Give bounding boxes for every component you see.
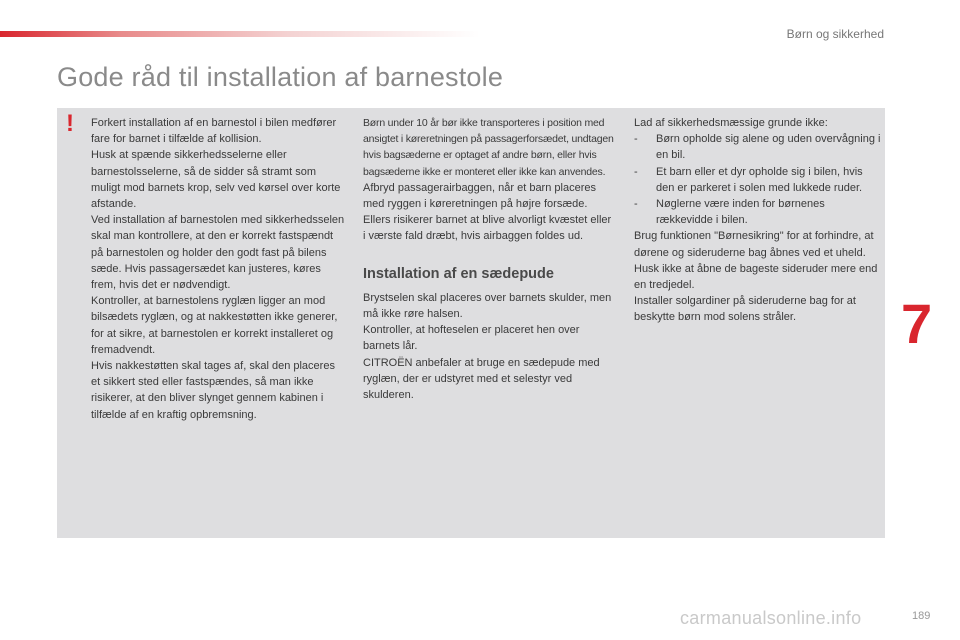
list-item-text: Børn opholde sig alene og uden overvågning i en bil. (656, 133, 881, 162)
list-item-text: Nøglerne være inden for børnenes rækkevidde i bilen. (656, 198, 825, 227)
list-item (634, 196, 884, 228)
watermark: carmanualsonline.info (680, 608, 862, 628)
page-number: 189 (912, 610, 931, 622)
list-item (634, 164, 884, 196)
warning-icon: ! (66, 110, 74, 137)
safety-outro: Brug funktionen "Børnesikring" for at forhindre, at dørene og sideruderne bag åbnes ved et uheld. Husk ikke at åbne de bageste sideruder mere end en tredjedel. Installer solgardiner på sideruderne bag for at beskytte børn mod solens stråler. (634, 230, 878, 324)
front-seat-note: Børn under 10 år bør ikke transporteres i position med ansigtet i køreretningen på passagerforsædet, undtagen hvis bagsæderne er optaget af andre børn, eller hvis bagsæderne ikke er monteret eller ikke kan anvendes. (363, 117, 614, 178)
safety-column (634, 115, 884, 326)
list-item-text: Et barn eller et dyr opholde sig i bilen, hvis den er parkeret i solen med lukkede ruder. (656, 165, 863, 194)
safety-intro: Lad af sikkerhedsmæssige grunde ikke: (634, 117, 828, 129)
chapter-title: Børn og sikkerhed (786, 27, 884, 41)
dash-bullet: - (634, 198, 638, 211)
header-accent-bar (0, 31, 480, 37)
warning-text: Forkert installation af en barnestol i bilen medfører fare for barnet i tilfælde af kollision. Husk at spænde sikkerhedsselerne eller barnestolsselerne, så de sidder så stramt som muligt mod barnets krop, selv ved kørsel over korte afstande. Ved installation af barnestolen med sikkerhedsselen skal man kontrollere, at den er korrekt fastspændt på barnestolen og holder den godt fast på bilens sæde. Hvis passagersædet kan justeres, køres frem, hvis det er nødvendigt. Kontroller, at barnestolens ryglæn ligger an mod bilsædets ryglæn, og at nakkestøtten ikke generer, for at sikre, at barnestolen er korrekt installeret og fremadvendt. Hvis nakkestøtten skal tages af, skal den placeres et sikkert sted eller fastspændes, så man ikke risikerer, at den bliver slynget gennem kabinen i tilfælde af en kraftig opbremsning. (91, 117, 345, 421)
page-title: Gode råd til installation af barnestole (57, 62, 504, 92)
airbag-note: Afbryd passagerairbaggen, når et barn placeres med ryggen i køreretningen på højre forsæde. Ellers risikerer barnet at blive alvorligt kvæstet eller i værste fald dræbt, hvis airbaggen foldes ud. (363, 181, 612, 243)
booster-seat-heading: Installation af en sædepude (363, 265, 554, 282)
warning-column (91, 115, 346, 423)
dash-bullet: - (634, 165, 638, 178)
booster-seat-text: Brystselen skal placeres over barnets skulder, men må ikke røre halsen. Kontroller, at hofteselen er placeret hen over barnets lår. CITROËN anbefaler at bruge en sædepude med ryglæn, der er udstyret med et selestyr ved skulderen. (363, 291, 612, 402)
list-item (634, 131, 884, 163)
chapter-number: 7 (901, 292, 933, 355)
dash-bullet: - (634, 133, 638, 146)
airbag-column (363, 115, 615, 403)
